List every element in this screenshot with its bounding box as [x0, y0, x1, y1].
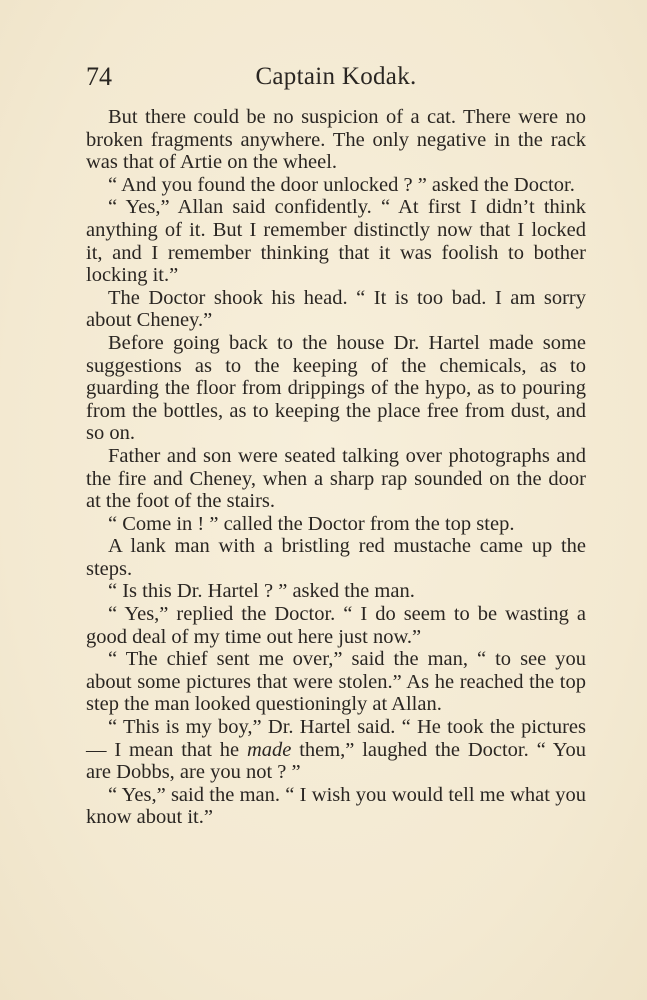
paragraph-text: them,” laughed the Doctor. “ You are Dobbs, are you not ? ” — [86, 738, 586, 784]
page-header — [86, 60, 586, 94]
paragraph: But there could be no suspicion of a cat. There were no broken fragments anywhere. The only negative in the rack was that of Artie on the wheel. — [86, 106, 586, 174]
body-text — [86, 106, 586, 829]
page-number: 74 — [86, 62, 112, 91]
paragraph-text: “ This is my boy,” Dr. Hartel said. “ He took the pictures — I mean that he — [86, 716, 586, 761]
paragraph: The Doctor shook his head. “ It is too bad. I am sorry about Cheney.” — [86, 286, 586, 332]
paragraph: “ Is this Dr. Hartel ? ” asked the man. — [108, 580, 415, 603]
running-title: Captain Kodak. — [255, 63, 417, 90]
paragraph: “ The chief sent me over,” said the man, “ to see you about some pictures that were stolen.” As he reached the top step the man looked questioningly at Allan. — [86, 648, 586, 716]
paragraph: “ Yes,” replied the Doctor. “ I do seem to be wasting a good deal of my time out here just now.” — [86, 603, 586, 648]
paragraph: Father and son were seated talking over photographs and the fire and Cheney, when a sharp rap sounded on the door at the foot of the stairs. — [86, 444, 586, 513]
paragraph: A lank man with a bristling red mustache came up the steps. — [86, 535, 586, 580]
paragraph: “ And you found the door unlocked ? ” asked the Doctor. — [108, 173, 575, 196]
paragraph: Before going back to the house Dr. Hartel made some suggestions as to the keeping of the chemicals, as to guarding the floor from drippings of the hypo, as to pouring from the bottles, as to keeping the place free from dust, and so on. — [86, 331, 586, 445]
italic-word: made — [246, 738, 292, 761]
paragraph: “ Come in ! ” called the Doctor from the top step. — [108, 512, 515, 535]
paragraph: “ Yes,” Allan said confidently. “ At first I didn’t think anything of it. But I remember distinctly now that I locked it, and I remember thinking that it was foolish to bother locking it.” — [86, 196, 586, 287]
paragraph — [86, 716, 586, 784]
paragraph: “ Yes,” said the man. “ I wish you would tell me what you know about it.” — [86, 783, 586, 829]
